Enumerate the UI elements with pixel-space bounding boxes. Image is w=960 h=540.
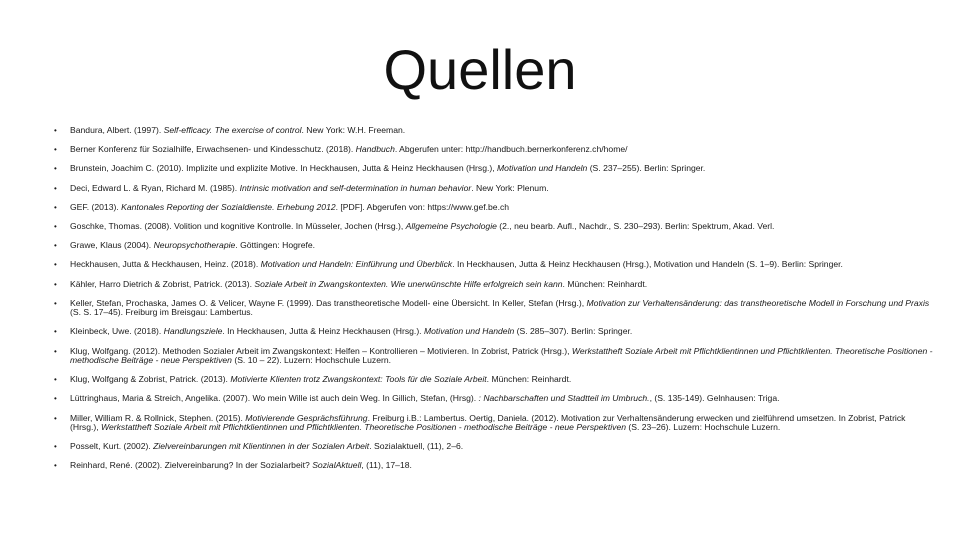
bullet-icon: •: [54, 346, 57, 356]
reference-text: (S. 10 – 22). Luzern: Hochschule Luzern.: [231, 355, 392, 366]
reference-item: [54, 375, 934, 384]
reference-text: Keller, Stefan, Prochaska, James O. & Velicer, Wayne F. (1999). Das transtheoretische Modell- eine Übersicht. In Keller, Stefan (Hrsg.),: [70, 297, 587, 308]
reference-title-text: Motivation und Handeln: Einführung und Überblick: [260, 259, 453, 270]
reference-item: [54, 164, 934, 173]
reference-text: (S. 23–26). Luzern: Hochschule Luzern.: [626, 422, 781, 433]
bullet-icon: •: [54, 327, 57, 337]
reference-text: Kähler, Harro Dietrich & Zobrist, Patrick. (2013).: [70, 278, 255, 289]
bullet-icon: •: [54, 126, 57, 135]
reference-text: Klug, Wolfgang. (2012). Methoden Sozialer Arbeit im Zwangskontext: Helfen – Kontrollieren – Motivieren. In Zobrist, Patrick (Hrsg.),: [70, 345, 572, 356]
reference-item: [54, 184, 934, 193]
reference-text: . Sozialaktuell, (11), 2–6.: [369, 441, 464, 452]
slide-title: Quellen: [383, 38, 577, 101]
reference-text: Reinhard, René. (2002). Zielvereinbarung? In der Sozialarbeit?: [70, 460, 313, 471]
reference-title-text: Allgemeine Psychologie: [405, 221, 497, 232]
bullet-icon: •: [54, 164, 57, 174]
reference-title-text: Motivierte Klienten trotz Zwangskontext: Tools für die Soziale Arbeit: [230, 374, 487, 385]
bullet-icon: •: [54, 394, 57, 404]
reference-text: , (S. 135-149). Gelnhausen: Triga.: [649, 393, 780, 404]
reference-text: . New York: W.H. Freeman.: [301, 125, 406, 135]
reference-title-text: Neuropsychotherapie: [153, 240, 236, 251]
reference-item: [54, 241, 934, 250]
bullet-icon: •: [54, 145, 57, 155]
reference-text: Deci, Edward L. & Ryan, Richard M. (1985).: [70, 182, 240, 193]
reference-text: Heckhausen, Jutta & Heckhausen, Heinz. (2018).: [70, 259, 261, 270]
reference-title-text: : Nachbarschaften und Stadtteil im Umbruch.: [478, 393, 650, 404]
reference-text: Bandura, Albert. (1997).: [70, 125, 164, 135]
bullet-icon: •: [54, 461, 57, 471]
reference-title-text: Kantonales Reporting der Sozialdienste. Erhebung 2012: [121, 201, 336, 212]
reference-text: Grawe, Klaus (2004).: [70, 240, 154, 251]
reference-text: Lüttringhaus, Maria & Streich, Angelika. (2007). Wo mein Wille ist auch dein Weg. In Gillich, Stefan, (Hrsg).: [70, 393, 479, 404]
reference-text: Klug, Wolfgang & Zobrist, Patrick. (2013).: [70, 374, 231, 385]
reference-title-text: Intrinsic motivation and self-determination in human behavior: [239, 182, 472, 193]
reference-text: . München: Reinhardt.: [562, 278, 648, 289]
reference-text: Brunstein, Joachim C. (2010). Implizite und explizite Motive. In Heckhausen, Jutta & Heinz Heckhausen (Hrsg.),: [70, 163, 498, 174]
bullet-icon: •: [54, 222, 57, 232]
reference-title-text: Werkstattheft Soziale Arbeit mit Pflichtklientinnen und Pflichtklienten. Theoretische Positionen - methodische Beiträge - neue Perspektiven: [101, 422, 627, 433]
reference-item: [54, 145, 934, 154]
bullet-icon: •: [54, 202, 57, 212]
reference-text: (S. 285–307). Berlin: Springer.: [514, 326, 633, 337]
bullet-icon: •: [54, 413, 57, 423]
reference-title-text: Handlungsziele: [163, 326, 223, 337]
reference-item: [54, 299, 934, 318]
reference-item: [54, 414, 934, 433]
reference-item: [54, 222, 934, 231]
bullet-icon: •: [54, 298, 57, 308]
reference-item: [54, 442, 934, 451]
reference-text: . In Heckhausen, Jutta & Heinz Heckhausen (Hrsg.).: [222, 326, 424, 337]
reference-text: . Freiburg i.B.: Lambertus. Oertig, Daniela. (2012). Motivation zur Verhaltensänderung erwecken und zielführend umsetzen. In Zobrist, Patrick (Hrsg.),: [70, 412, 906, 433]
reference-title-text: Self-efficacy. The exercise of control: [163, 125, 302, 135]
reference-item: [54, 280, 934, 289]
reference-title-text: Motivation und Handeln: [423, 326, 515, 337]
reference-item: [54, 260, 934, 269]
bullet-icon: •: [54, 260, 57, 270]
reference-title-text: Motivierende Gesprächsführung: [245, 412, 368, 423]
reference-text: . New York: Plenum.: [471, 182, 549, 193]
reference-text: Berner Konferenz für Sozialhilfe, Erwachsenen- und Kindesschutz. (2018).: [70, 144, 356, 155]
reference-item: [54, 394, 934, 403]
reference-text: Miller, William R. & Rollnick, Stephen. (2015).: [70, 412, 246, 423]
reference-title-text: Soziale Arbeit in Zwangskontexten. Wie unerwünschte Hilfe erfolgreich sein kann: [254, 278, 563, 289]
reference-text: (S. S. 17–45). Freiburg im Breisgau: Lambertus.: [70, 307, 253, 318]
reference-title-text: Motivation zur Verhaltensänderung: das transtheoretische Modell in Forschung und Praxis: [586, 297, 930, 308]
reference-item: [54, 461, 934, 470]
reference-text: . München: Reinhardt.: [486, 374, 572, 385]
reference-text: (S. 237–255). Berlin: Springer.: [587, 163, 706, 174]
reference-item: [54, 126, 934, 135]
reference-text: Goschke, Thomas. (2008). Volition und kognitive Kontrolle. In Müsseler, Jochen (Hrsg.),: [70, 221, 406, 232]
bullet-icon: •: [54, 241, 57, 251]
reference-text: . Abgerufen unter: http://handbuch.bernerkonferenz.ch/home/: [394, 144, 628, 155]
reference-text: GEF. (2013).: [70, 201, 122, 212]
bullet-icon: •: [54, 375, 57, 385]
reference-text: . Göttingen: Hogrefe.: [235, 240, 316, 251]
reference-text: . [PDF]. Abgerufen von: https://www.gef.be.ch: [335, 201, 510, 212]
reference-list: [54, 126, 934, 481]
reference-text: , (11), 17–18.: [361, 460, 412, 471]
reference-title-text: Zielvereinbarungen mit Klientinnen in der Sozialen Arbeit: [153, 441, 370, 452]
reference-title-text: Motivation und Handeln: [497, 163, 588, 174]
bullet-icon: •: [54, 279, 57, 289]
reference-text: Posselt, Kurt. (2002).: [70, 441, 154, 452]
reference-title-text: Handbuch: [355, 144, 395, 155]
reference-text: (2., neu bearb. Aufl., Nachdr., S. 230–293). Berlin: Spektrum, Akad. Verl.: [496, 221, 775, 232]
reference-item: [54, 347, 934, 366]
reference-text: . In Heckhausen, Jutta & Heinz Heckhausen (Hrsg.), Motivation und Handeln (S. 1–9). Berlin: Springer.: [452, 259, 843, 270]
bullet-icon: •: [54, 442, 57, 452]
reference-item: [54, 327, 934, 336]
reference-title-text: SozialAktuell: [312, 460, 362, 471]
reference-title-text: Werkstattheft Soziale Arbeit mit Pflichtklientinnen und Pflichtklienten. Theoretische Positionen - methodische Beiträge - neue Perspektiven: [70, 345, 933, 366]
bullet-icon: •: [54, 183, 57, 193]
reference-item: [54, 203, 934, 212]
reference-text: Kleinbeck, Uwe. (2018).: [70, 326, 164, 337]
